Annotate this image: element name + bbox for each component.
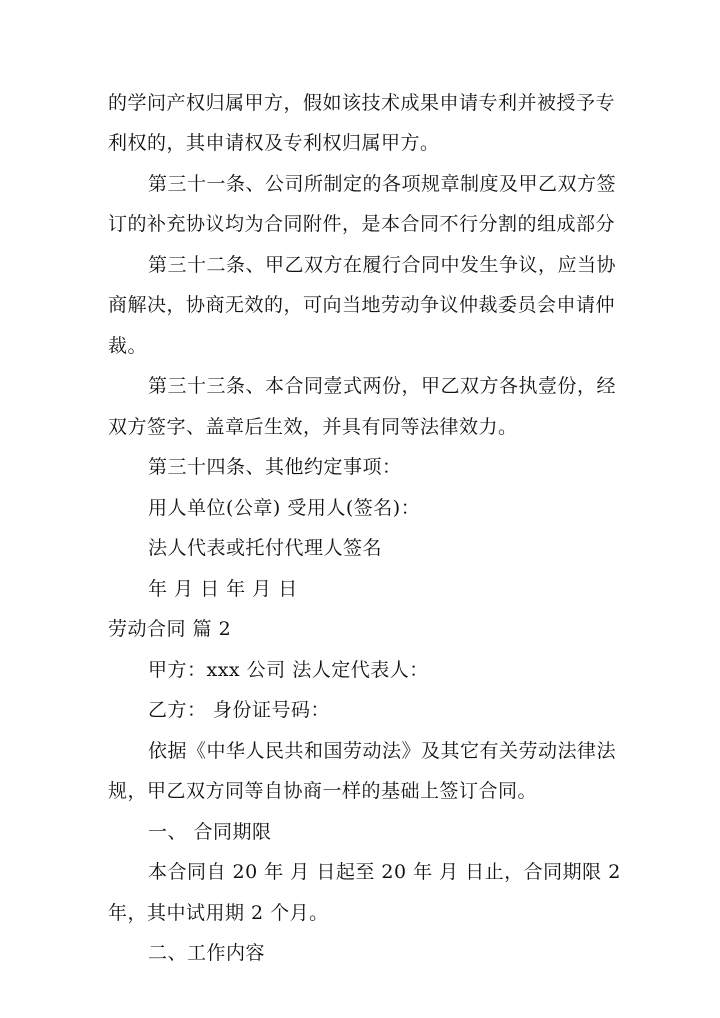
signature-label-line: 用人单位(公章) 受用人(签名)： [148,497,421,519]
text-line: 年，其中试用期 2 个月。 [108,902,329,924]
clause-heading: 一、 合同期限 [148,821,272,843]
text-line: 第三十四条、其他约定事项： [148,456,402,478]
text-line: 订的补充协议均为合同附件，是本合同不行分割的组成部分 [108,213,616,235]
text-line: 第三十二条、甲乙双方在履行合同中发生争议，应当协 [148,254,617,276]
clause-heading: 二、工作内容 [148,942,266,964]
date-line: 年 月 日 年 月 日 [148,578,298,600]
signature-label-line: 法人代表或托付代理人签名 [148,537,383,559]
text-line: 第三十一条、公司所制定的各项规章制度及甲乙双方签 [148,173,617,195]
text-line: 第三十三条、本合同壹式两份，甲乙双方各执壹份，经 [148,375,617,397]
text-line: 本合同自 20 年 月 日起至 20 年 月 日止，合同期限 2 [148,861,621,883]
text-line: 依据《中华人民共和国劳动法》及其它有关劳动法律法 [148,740,617,762]
text-line: 的学问产权归属甲方，假如该技术成果申请专利并被授予专 [108,92,616,114]
text-line: 双方签字、盖章后生效，并具有同等法律效力。 [108,416,518,438]
text-line: 裁。 [108,335,148,357]
text-line: 规，甲乙双方同等自协商一样的基础上签订合同。 [108,780,538,802]
party-b-line: 乙方： 身份证号码： [148,699,331,721]
text-line: 商解决，协商无效的，可向当地劳动争议仲裁委员会申请仲 [108,294,616,316]
section-heading: 劳动合同 篇 2 [108,618,232,640]
text-line: 利权的，其申请权及专利权归属甲方。 [108,132,440,154]
party-a-line: 甲方：xxx 公司 法人定代表人： [148,659,429,681]
